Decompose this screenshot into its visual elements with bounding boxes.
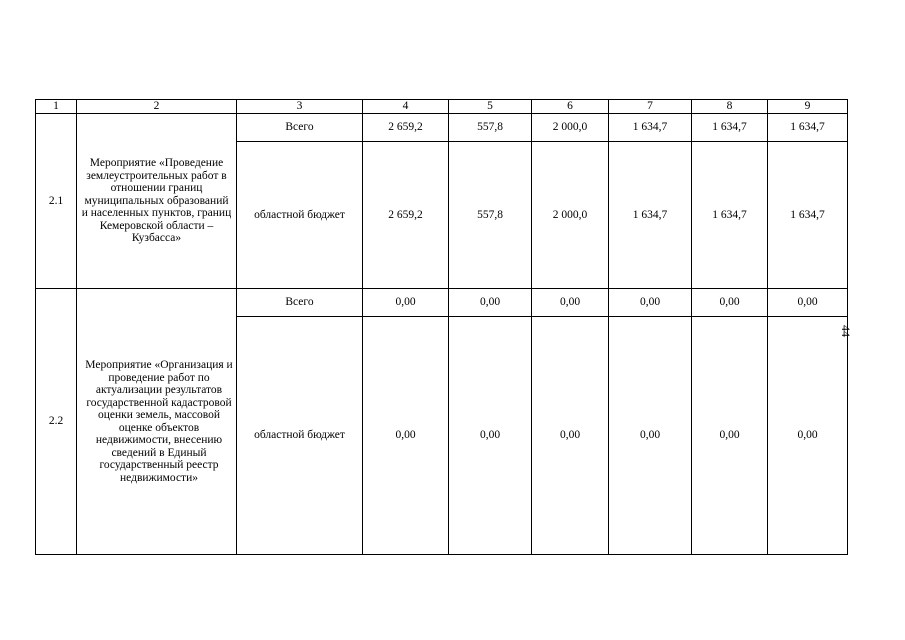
value-cell: 1 634,7 xyxy=(609,142,692,289)
table-row xyxy=(36,289,848,317)
value-cell: 1 634,7 xyxy=(692,114,768,142)
column-header: 5 xyxy=(449,100,532,114)
value-cell: 0,00 xyxy=(609,317,692,555)
value-cell: 2 659,2 xyxy=(363,142,449,289)
value-cell: 0,00 xyxy=(363,317,449,555)
value-cell: 1 634,7 xyxy=(768,114,848,142)
table-header-row xyxy=(36,100,848,114)
item-name: Мероприятие «Организация и проведение работ по актуализации результатов государственной кадастровой оценки земель, массовой оценке объектов недвижимости, внесению сведений в Единый государственный реестр недвижимости» xyxy=(77,289,237,555)
value-cell: 0,00 xyxy=(692,317,768,555)
page-number: 44 xyxy=(839,325,853,337)
column-header: 8 xyxy=(692,100,768,114)
item-number: 2.1 xyxy=(36,114,77,289)
budget-table xyxy=(35,99,848,555)
value-cell: 557,8 xyxy=(449,142,532,289)
funding-source: областной бюджет xyxy=(237,317,363,555)
value-cell: 0,00 xyxy=(692,289,768,317)
value-cell: 2 000,0 xyxy=(532,142,609,289)
column-header: 6 xyxy=(532,100,609,114)
item-name: Мероприятие «Проведение землеустроительных работ в отношении границ муниципальных образований и населенных пунктов, границ Кемеровской области – Кузбасса» xyxy=(77,114,237,289)
value-cell: 0,00 xyxy=(532,289,609,317)
value-cell: 0,00 xyxy=(768,289,848,317)
value-cell: 0,00 xyxy=(609,289,692,317)
column-header: 2 xyxy=(77,100,237,114)
funding-source: областной бюджет xyxy=(237,142,363,289)
value-cell: 0,00 xyxy=(449,317,532,555)
value-cell: 0,00 xyxy=(532,317,609,555)
value-cell: 0,00 xyxy=(768,317,848,555)
column-header: 9 xyxy=(768,100,848,114)
value-cell: 1 634,7 xyxy=(609,114,692,142)
funding-source: Всего xyxy=(237,114,363,142)
value-cell: 2 659,2 xyxy=(363,114,449,142)
funding-source: Всего xyxy=(237,289,363,317)
column-header: 4 xyxy=(363,100,449,114)
value-cell: 1 634,7 xyxy=(692,142,768,289)
item-number: 2.2 xyxy=(36,289,77,555)
value-cell: 2 000,0 xyxy=(532,114,609,142)
column-header: 7 xyxy=(609,100,692,114)
value-cell: 557,8 xyxy=(449,114,532,142)
value-cell: 0,00 xyxy=(363,289,449,317)
column-header: 3 xyxy=(237,100,363,114)
table-row xyxy=(36,114,848,142)
value-cell: 1 634,7 xyxy=(768,142,848,289)
column-header: 1 xyxy=(36,100,77,114)
value-cell: 0,00 xyxy=(449,289,532,317)
